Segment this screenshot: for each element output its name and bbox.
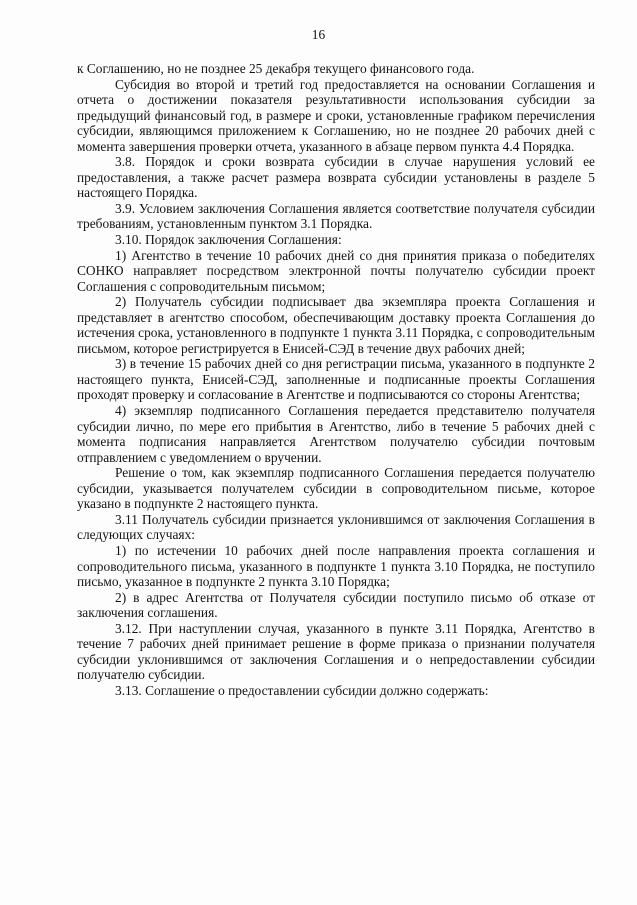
paragraph-3-11: 3.11 Получатель субсидии признается уклонившимся от заключения Соглашения в следующих случаях: bbox=[77, 511, 595, 543]
paragraph-3-11-item-1: 1) по истечении 10 рабочих дней после направления проекта соглашения и сопроводительного письма, указанного в подпункте 1 пункта 3.10 Порядка, не поступило письмо, указанное в подпункте 2 пункта 3.10 Порядка; bbox=[77, 542, 595, 590]
paragraph-3-11-item-2: 2) в адрес Агентства от Получателя субсидии поступило письмо об отказе от заключения соглашения. bbox=[77, 589, 595, 621]
paragraph-3-10-item-4: 4) экземпляр подписанного Соглашения передается представителю получателя субсидии лично, по мере его прибытия в Агентство, либо в течение 5 рабочих дней с момента подписания направляется Агентством получателю субсидии почтовым отправлением с уведомлением о вручении. bbox=[77, 403, 595, 465]
paragraph-subsidy-second-third-year: Субсидия во второй и третий год предоставляется на основании Соглашения и отчета о достижении показателя результативности использования субсидии за предыдущий финансовый год, в размере и сроки, установленные графиком перечисления субсидии, являющимся приложением к Соглашению, но не позднее 20 рабочих дней с момента завершения проверки отчета, указанного в абзаце первом пункта 4.4 Порядка. bbox=[77, 76, 595, 154]
paragraph-3-8: 3.8. Порядок и сроки возврата субсидии в случае нарушения условий ее предоставления, а также расчет размера возврата субсидии установлены в разделе 5 настоящего Порядка. bbox=[77, 154, 595, 201]
page-number: 16 bbox=[311, 27, 326, 42]
paragraph-continuation: к Соглашению, но не позднее 25 декабря текущего финансового года. bbox=[77, 61, 475, 76]
paragraph-3-13: 3.13. Соглашение о предоставлении субсидии должно содержать: bbox=[115, 682, 489, 698]
paragraph-3-9: 3.9. Условием заключения Соглашения является соответствие получателя субсидии требованиям, установленным пунктом 3.1 Порядка. bbox=[77, 200, 595, 232]
paragraph-3-10-item-2: 2) Получатель субсидии подписывает два экземпляра проекта Соглашения и представляет в агентство способом, обеспечивающим доставку проекта Соглашения до истечения срока, установленного в подпункте 1 пункта 3.11 Порядка, с сопроводительным письмом, которое регистрируется в Енисей-СЭД в течение двух рабочих дней; bbox=[77, 294, 595, 356]
paragraph-delivery-decision: Решение о том, как экземпляр подписанного Соглашения передается получателю субсидии, указывается получателем субсидии в сопроводительном письме, которое указано в подпункте 2 настоящего пункта. bbox=[77, 465, 595, 512]
paragraph-3-10: 3.10. Порядок заключения Соглашения: bbox=[115, 232, 342, 248]
paragraph-3-10-item-1: 1) Агентство в течение 10 рабочих дней со дня принятия приказа о победителях СОНКО направляет посредством электронной почты получателю субсидии проект Соглашения с сопроводительным письмом; bbox=[77, 247, 595, 294]
paragraph-3-10-item-3: 3) в течение 15 рабочих дней со дня регистрации письма, указанного в подпункте 2 настоящего пункта, Енисей-СЭД, заполненные и подписанные проекты Соглашения проходят проверку и согласование в Агентстве и подписываются со стороны Агентства; bbox=[77, 356, 595, 403]
paragraph-3-12: 3.12. При наступлении случая, указанного в пункте 3.11 Порядка, Агентство в течение 7 рабочих дней принимает решение в форме приказа о признании получателя субсидии уклонившимся от заключения Соглашения и о непредоставлении субсидии получателю субсидии. bbox=[77, 620, 595, 683]
document-body bbox=[77, 61, 595, 698]
